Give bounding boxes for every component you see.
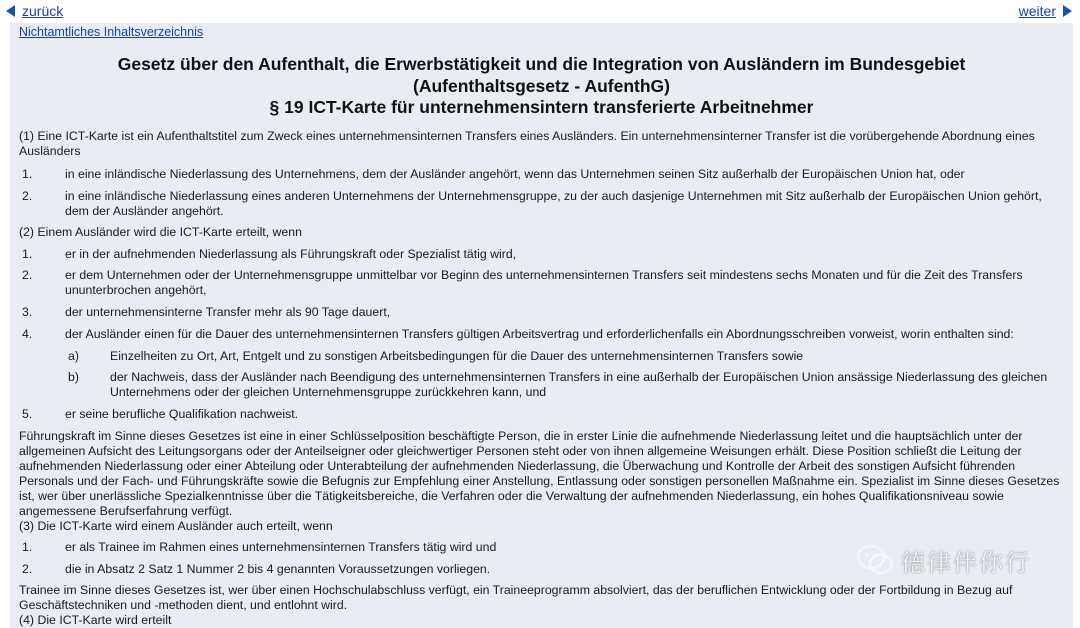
paragraph-2: (2) Einem Ausländer wird die ICT-Karte erteilt, wenn bbox=[19, 225, 302, 239]
sub-list-letter: b) bbox=[68, 370, 79, 384]
definition-paragraph: Führungskraft im Sinne dieses Gesetzes ist eine in einer Schlüsselposition beschäftigte Person, die in erster Linie die aufnehmende Niederlassung leitet und die hauptsächlich unter der allgemeinen Aufsicht des Leitungsorgans oder der Anteilseigner oder gleichwertiger Personen steht oder von ihnen allgemeine Weisungen erhält. Diese Position schließt die Leitung der aufnehmenden Niederlassung oder einer Abteilung oder Unterabteilung der aufnehmenden Niederlassung, die Überwachung und Kontrolle der Arbeit des sonstigen Aufsicht führenden Personals und der Fach- und Führungskräfte sowie die Befugnis zur Empfehlung einer Anstellung, Entlassung oder sonstigen personellen Maßnahme ein. Spezialist im Sinne dieses Gesetzes ist, wer über unerlässliche Spezialkenntnisse über die Tätigkeitsbereiche, die Verfahren oder die Verwaltung der aufnehmenden Niederlassung, ein hohes Qualifikationsniveau sowie angemessene Berufserfahrung verfügt. bbox=[19, 429, 1060, 518]
list-item: er in der aufnehmenden Niederlassung als Führungskraft oder Spezialist tätig wird, bbox=[65, 247, 517, 261]
list-number: 4. bbox=[22, 327, 33, 341]
law-title: Gesetz über den Aufenthalt, die Erwerbstätigkeit und die Integration von Ausländern im Bundesgebiet bbox=[117, 54, 966, 74]
chat-bubble-icon bbox=[855, 540, 895, 580]
watermark-text: 德律伴你行 bbox=[901, 548, 1031, 577]
list-number: 2. bbox=[22, 268, 33, 282]
sub-list-item: der Nachweis, dass der Ausländer nach Beendigung des unternehmensinternen Transfers in eine außerhalb der Europäischen Union ansässige Niederlassung des gleichen Unternehmens oder der gleichen Unternehmensgruppe zurückkehren kann, und bbox=[110, 370, 1048, 399]
list-item: er dem Unternehmen oder der Unternehmensgruppe unmittelbar vor Beginn des unternehmensinternen Transfers seit mindestens sechs Monaten und für die Zeit des Transfers ununterbrochen angehört, bbox=[65, 268, 1023, 297]
law-short-title: (Aufenthaltsgesetz - AufenthG) bbox=[413, 76, 670, 96]
sub-list-letter: a) bbox=[68, 349, 79, 363]
list-number: 1. bbox=[22, 540, 33, 554]
list-number: 3. bbox=[22, 305, 33, 319]
list-item: er seine berufliche Qualifikation nachweist. bbox=[65, 407, 299, 421]
next-link[interactable] bbox=[1019, 3, 1072, 19]
list-item: er als Trainee im Rahmen eines unternehmensinternen Transfers tätig wird und bbox=[65, 540, 497, 554]
trainee-paragraph: Trainee im Sinne dieses Gesetzes ist, wer über einen Hochschulabschluss verfügt, ein Traineeprogramm absolviert, das der beruflichen Entwicklung oder der Fortbildung in Bezug auf Geschäftstechniken und -methoden dient, und entlohnt wird. bbox=[19, 583, 1013, 612]
paragraph-1: (1) Eine ICT-Karte ist ein Aufenthaltstitel zum Zweck eines unternehmensinternen Transfers eines Ausländers. Ein unternehmensinterner Transfer ist die vorübergehende Abordnung eines Ausländers bbox=[19, 129, 1035, 158]
back-link[interactable] bbox=[6, 3, 63, 19]
list-item: in eine inländische Niederlassung eines anderen Unternehmens der Unternehmensgruppe, zu der auch dasjenige Unternehmen mit Sitz außerhalb der Europäischen Union gehört, dem der Ausländer angehört. bbox=[65, 189, 1042, 218]
paragraph-3: (3) Die ICT-Karte wird einem Ausländer auch erteilt, wenn bbox=[19, 519, 333, 533]
list-item: in eine inländische Niederlassung des Unternehmens, dem der Ausländer angehört, wenn das Unternehmen seinen Sitz außerhalb der Europäischen Union hat, oder bbox=[65, 167, 965, 181]
arrow-left-icon[interactable] bbox=[6, 5, 15, 17]
list-number: 1. bbox=[22, 167, 33, 181]
next-link-label[interactable]: weiter bbox=[1018, 3, 1056, 19]
section-title: § 19 ICT-Karte für unternehmensintern transferierte Arbeitnehmer bbox=[269, 97, 814, 117]
list-number: 1. bbox=[22, 247, 33, 261]
watermark bbox=[855, 540, 1031, 580]
list-item: der Ausländer einen für die Dauer des unternehmensinternen Transfers gültigen Arbeitsvertrag und erforderlichenfalls ein Abordnungsschreiben vorweist, worin enthalten sind: bbox=[65, 327, 1014, 341]
list-number: 2. bbox=[22, 189, 33, 203]
sub-list-item: Einzelheiten zu Ort, Art, Entgelt und zu sonstigen Arbeitsbedingungen für die Dauer des unternehmensinternen Transfers sowie bbox=[110, 349, 804, 363]
back-link-label[interactable]: zurück bbox=[22, 3, 64, 19]
list-item: der unternehmensinterne Transfer mehr als 90 Tage dauert, bbox=[65, 305, 391, 319]
arrow-right-icon[interactable] bbox=[1063, 5, 1072, 17]
list-number: 2. bbox=[22, 562, 33, 576]
paragraph-4: (4) Die ICT-Karte wird erteilt bbox=[19, 613, 172, 627]
list-item: die in Absatz 2 Satz 1 Nummer 2 bis 4 genannten Voraussetzungen vorliegen. bbox=[65, 562, 491, 576]
toc-link[interactable]: Nichtamtliches Inhaltsverzeichnis bbox=[19, 25, 204, 39]
list-number: 5. bbox=[22, 407, 33, 421]
law-content-panel bbox=[10, 23, 1073, 628]
top-navigation bbox=[0, 0, 1080, 22]
